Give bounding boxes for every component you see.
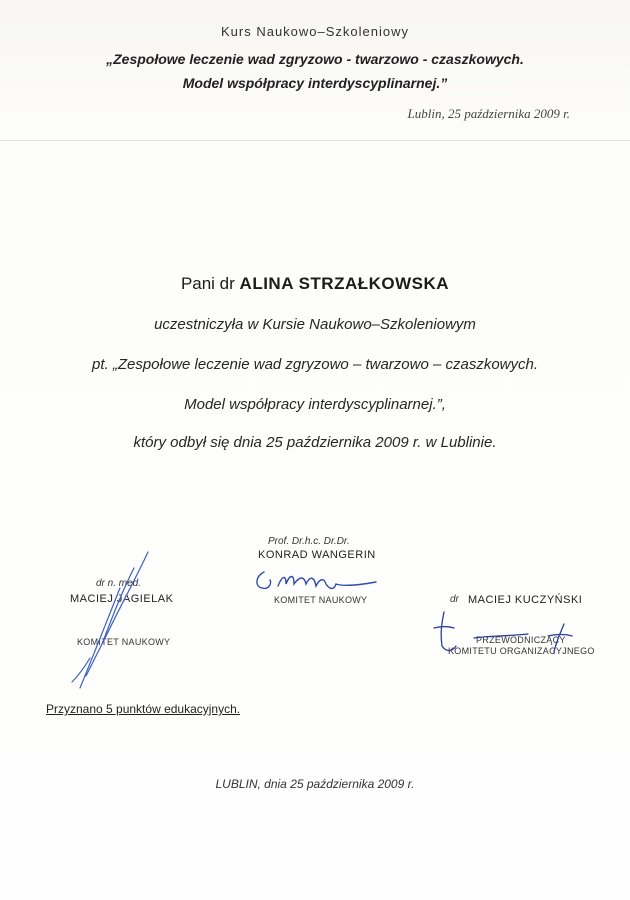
signature-middle bbox=[250, 560, 400, 600]
education-points-note: Przyznano 5 punktów edukacyjnych. bbox=[46, 702, 241, 716]
signatory-right-role-line1: PRZEWODNICZĄCY bbox=[476, 635, 566, 645]
body-line-2: pt. „Zespołowe leczenie wad zgryzowo – twarzowo – czaszkowych. bbox=[91, 356, 539, 373]
signatory-right-name: MACIEJ KUCZYŃSKI bbox=[468, 594, 583, 606]
course-title-line1: „Zespołowe leczenie wad zgryzowo - twarzowo - czaszkowych. bbox=[106, 51, 524, 67]
signatory-left-name: MACIEJ JAGIELAK bbox=[70, 593, 174, 605]
signatory-right-title: dr bbox=[450, 594, 459, 605]
signatory-right-role-line2: KOMITETU ORGANIZACYJNEGO bbox=[448, 646, 595, 656]
body-line-1: uczestniczyła w Kursie Naukowo–Szkoleniowym bbox=[154, 316, 476, 333]
footer-place-date: LUBLIN, dnia 25 października 2009 r. bbox=[215, 777, 415, 791]
course-type: Kurs Naukowo–Szkoleniowy bbox=[220, 24, 410, 39]
header-place-date: Lublin, 25 października 2009 r. bbox=[407, 106, 570, 121]
recipient-prefix: Pani dr bbox=[180, 274, 235, 293]
body-line-3: Model współpracy interdyscyplinarnej.”, bbox=[184, 396, 446, 413]
recipient bbox=[0, 274, 630, 294]
signatory-middle-role: KOMITET NAUKOWY bbox=[274, 595, 368, 605]
course-title-line2: Model współpracy interdyscyplinarnej.” bbox=[182, 75, 448, 91]
signatory-middle-title: Prof. Dr.h.c. Dr.Dr. bbox=[268, 536, 350, 547]
recipient-name: ALINA STRZAŁKOWSKA bbox=[239, 274, 450, 293]
signatory-left-title: dr n. med. bbox=[96, 578, 142, 589]
body-line-4: który odbył się dnia 25 października 2009 r. w Lublinie. bbox=[133, 434, 497, 451]
signatory-left-role: KOMITET NAUKOWY bbox=[77, 637, 171, 647]
certificate-header bbox=[0, 0, 630, 141]
signature-left bbox=[50, 548, 160, 698]
signatory-middle-name: KONRAD WANGERIN bbox=[258, 549, 376, 561]
